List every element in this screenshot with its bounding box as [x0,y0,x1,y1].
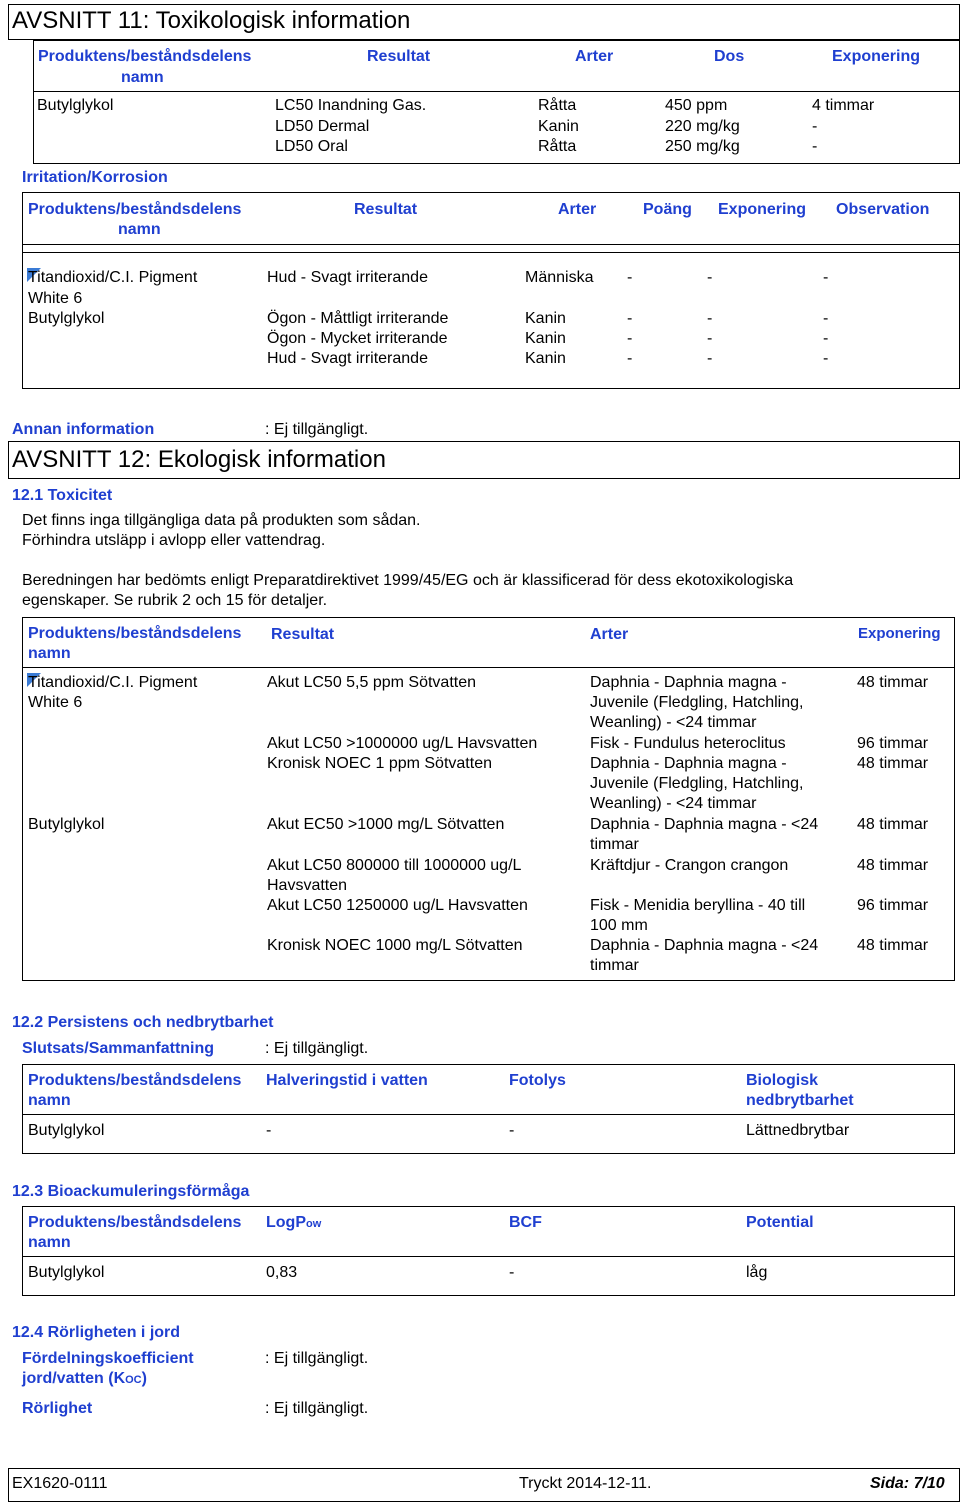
irr-header-exposure: Exponering [718,201,807,218]
tox-species-5: Kräftdjur - Crangon crangon [590,857,789,874]
footer-code: EX1620-0111 [12,1475,108,1492]
section-12-title: AVSNITT 12: Ekologisk information [12,446,386,473]
irr-header-score: Poäng [643,201,692,218]
bio-row-potential: låg [746,1264,768,1281]
tox-header-species: Arter [590,626,629,643]
tox-result-5a: Akut LC50 800000 till 1000000 ug/L [267,857,522,874]
annan-label: Annan information [12,421,155,438]
tox-species-2: Fisk - Fundulus heteroclitus [590,735,786,752]
pers-header-halflife: Halveringstid i vatten [266,1072,428,1089]
acute-exposure-2: - [812,118,818,135]
acute-dose-1: 450 ppm [665,97,728,114]
irr-species-4: Kanin [525,350,566,367]
bio-header-name: Produktens/beståndsdelens [28,1214,242,1231]
slutsats-value: : Ej tillgängligt. [265,1040,369,1057]
acute-species-2: Kanin [538,118,579,135]
tox-result-3: Kronisk NOEC 1 ppm Sötvatten [267,755,492,772]
ecotox-table [22,617,955,981]
tox-exp-1: 48 timmar [857,674,929,691]
tox-exp-6: 96 timmar [857,897,929,914]
acute-species-3: Råtta [538,138,577,155]
tox-result-2: Akut LC50 >1000000 ug/L Havsvatten [267,735,538,752]
irr-exp-3: - [707,330,713,347]
col-header-result: Resultat [367,48,431,65]
footer-box [8,1468,960,1502]
irr-result-2: Ögon - Måttligt irriterande [267,310,449,327]
acute-species-1: Råtta [538,97,577,114]
irr-obs-2: - [823,310,829,327]
irr-header-result: Resultat [354,201,418,218]
bio-row-name: Butylglykol [28,1264,105,1281]
irr-species-2: Kanin [525,310,566,327]
tox-exp-7: 48 timmar [857,937,929,954]
irr-header-name-2: namn [118,221,161,238]
tox-name-1b: White 6 [28,694,83,711]
col-header-exposure: Exponering [832,48,921,65]
tox-exp-4: 48 timmar [857,816,929,833]
bio-header-logp-text: LogP [266,1214,306,1231]
acute-exposure-1: 4 timmar [812,97,875,114]
acute-dose-3: 250 mg/kg [665,138,740,155]
col-header-name: Produktens/beståndsdelens [38,48,252,65]
irritation-table [22,192,960,389]
acute-result-3: LD50 Oral [275,138,348,155]
acute-exposure-3: - [812,138,818,155]
bio-header-logp-sub: ow [306,1218,322,1230]
irr-result-4: Hud - Svagt irriterande [267,350,428,367]
pers-header-name-2: namn [28,1092,71,1109]
tox-result-7: Kronisk NOEC 1000 mg/L Sötvatten [267,937,523,954]
acute-name: Butylglykol [37,97,114,114]
acute-dose-2: 220 mg/kg [665,118,740,135]
irritation-heading: Irritation/Korrosion [22,169,168,186]
koc-value: : Ej tillgängligt. [265,1350,369,1367]
tox-species-3b: Juvenile (Fledgling, Hatchling, [590,775,804,792]
bio-row-logp: 0,83 [266,1264,298,1281]
acute-header-divider [33,91,960,92]
irr-name-1b: White 6 [28,290,83,307]
tox-exp-3: 48 timmar [857,755,929,772]
tox-result-1: Akut LC50 5,5 ppm Sötvatten [267,674,477,691]
tox-name-1a: Titandioxid/C.I. Pigment [28,674,198,691]
tox-species-7b: timmar [590,957,639,974]
bio-row-bcf: - [509,1264,515,1281]
irr-name-2: Butylglykol [28,310,105,327]
tox-exp-2: 96 timmar [857,735,929,752]
pers-header-divider [22,1114,955,1115]
pers-row-halflife: - [266,1122,272,1139]
tox-name-2: Butylglykol [28,816,105,833]
tox-header-divider [22,667,955,668]
irr-header-divider [22,244,960,245]
tox-header-exposure: Exponering [858,625,941,642]
irr-result-3: Ögon - Mycket irriterande [267,330,448,347]
koc-label-2-sub: OC [125,1374,142,1386]
tox-result-5b: Havsvatten [267,877,348,894]
rorlighet-value: : Ej tillgängligt. [265,1400,369,1417]
pers-header-bio-2: nedbrytbarhet [746,1092,854,1109]
irr-species-3: Kanin [525,330,566,347]
sub-12-3: 12.3 Bioackumuleringsförmåga [12,1183,250,1200]
tox-species-1a: Daphnia - Daphnia magna - [590,674,787,691]
koc-label-2 [22,1370,147,1388]
tox-species-3c: Weanling) - <24 timmar [590,795,757,812]
irr-score-1: - [627,269,633,286]
pers-row-photolysis: - [509,1122,515,1139]
section-11-title: AVSNITT 11: Toxikologisk information [12,7,411,34]
tox-species-3a: Daphnia - Daphnia magna - [590,755,787,772]
tox-species-7a: Daphnia - Daphnia magna - <24 [590,937,819,954]
acute-result-1: LC50 Inandning Gas. [275,97,427,114]
irr-header-species: Arter [558,201,597,218]
tox-species-6a: Fisk - Menidia beryllina - 40 till [590,897,806,914]
tox-result-6: Akut LC50 1250000 ug/L Havsvatten [267,897,528,914]
pers-header-photolysis: Fotolys [509,1072,566,1089]
bio-header-bcf: BCF [509,1214,542,1231]
tox-species-4a: Daphnia - Daphnia magna - <24 [590,816,819,833]
sub-12-1: 12.1 Toxicitet [12,487,113,504]
annan-value: : Ej tillgängligt. [265,421,369,438]
tox-species-4b: timmar [590,836,639,853]
irr-score-2: - [627,310,633,327]
tox-header-name: Produktens/beståndsdelens [28,625,242,642]
sub-12-2: 12.2 Persistens och nedbrytbarhet [12,1014,274,1031]
koc-label-2-text: jord/vatten (K [22,1370,126,1387]
irr-header-name: Produktens/beståndsdelens [28,201,242,218]
para-3a: Beredningen har bedömts enligt Preparatdirektivet 1999/45/EG och är klassificerad för dess ekotoxikologiska [22,572,794,589]
koc-label-1: Fördelningskoefficient [22,1350,194,1367]
sub-12-4: 12.4 Rörligheten i jord [12,1324,181,1341]
tox-exp-5: 48 timmar [857,857,929,874]
footer-page: Sida: 7/10 [870,1475,945,1492]
irr-score-3: - [627,330,633,347]
pers-row-bio: Lättnedbrytbar [746,1122,850,1139]
irr-exp-2: - [707,310,713,327]
tox-header-name-2: namn [28,645,71,662]
tox-species-6b: 100 mm [590,917,648,934]
pers-header-name: Produktens/beståndsdelens [28,1072,242,1089]
irr-obs-3: - [823,330,829,347]
irr-species-1: Människa [525,269,594,286]
col-header-name-2: namn [121,69,164,86]
tox-species-1b: Juvenile (Fledgling, Hatchling, [590,694,804,711]
irr-obs-1: - [823,269,829,286]
footer-printed: Tryckt 2014-12-11. [519,1475,652,1492]
irr-obs-4: - [823,350,829,367]
para-3b: egenskaper. Se rubrik 2 och 15 för detaljer. [22,592,328,609]
col-header-dose: Dos [714,48,745,65]
tox-result-4: Akut EC50 >1000 mg/L Sötvatten [267,816,505,833]
irr-result-1: Hud - Svagt irriterande [267,269,428,286]
slutsats-label: Slutsats/Sammanfattning [22,1040,215,1057]
irr-header-observation: Observation [836,201,930,218]
bio-header-name-2: namn [28,1234,71,1251]
acute-result-2: LD50 Dermal [275,118,370,135]
para-1: Det finns inga tillgängliga data på produkten som sådan. [22,512,421,529]
irr-exp-4: - [707,350,713,367]
col-header-species: Arter [575,48,614,65]
irr-exp-1: - [707,269,713,286]
para-2: Förhindra utsläpp i avlopp eller vattendrag. [22,532,326,549]
bio-header-logp [266,1214,321,1232]
irr-score-4: - [627,350,633,367]
irr-name-1a: Titandioxid/C.I. Pigment [28,269,198,286]
rorlighet-label: Rörlighet [22,1400,93,1417]
irr-header-divider-2 [22,252,960,253]
koc-label-2-close: ) [141,1370,147,1387]
bio-header-potential: Potential [746,1214,814,1231]
pers-header-bio: Biologisk [746,1072,819,1089]
pers-row-name: Butylglykol [28,1122,105,1139]
bio-header-divider [22,1256,955,1257]
tox-header-result: Resultat [271,626,335,643]
tox-species-1c: Weanling) - <24 timmar [590,714,757,731]
